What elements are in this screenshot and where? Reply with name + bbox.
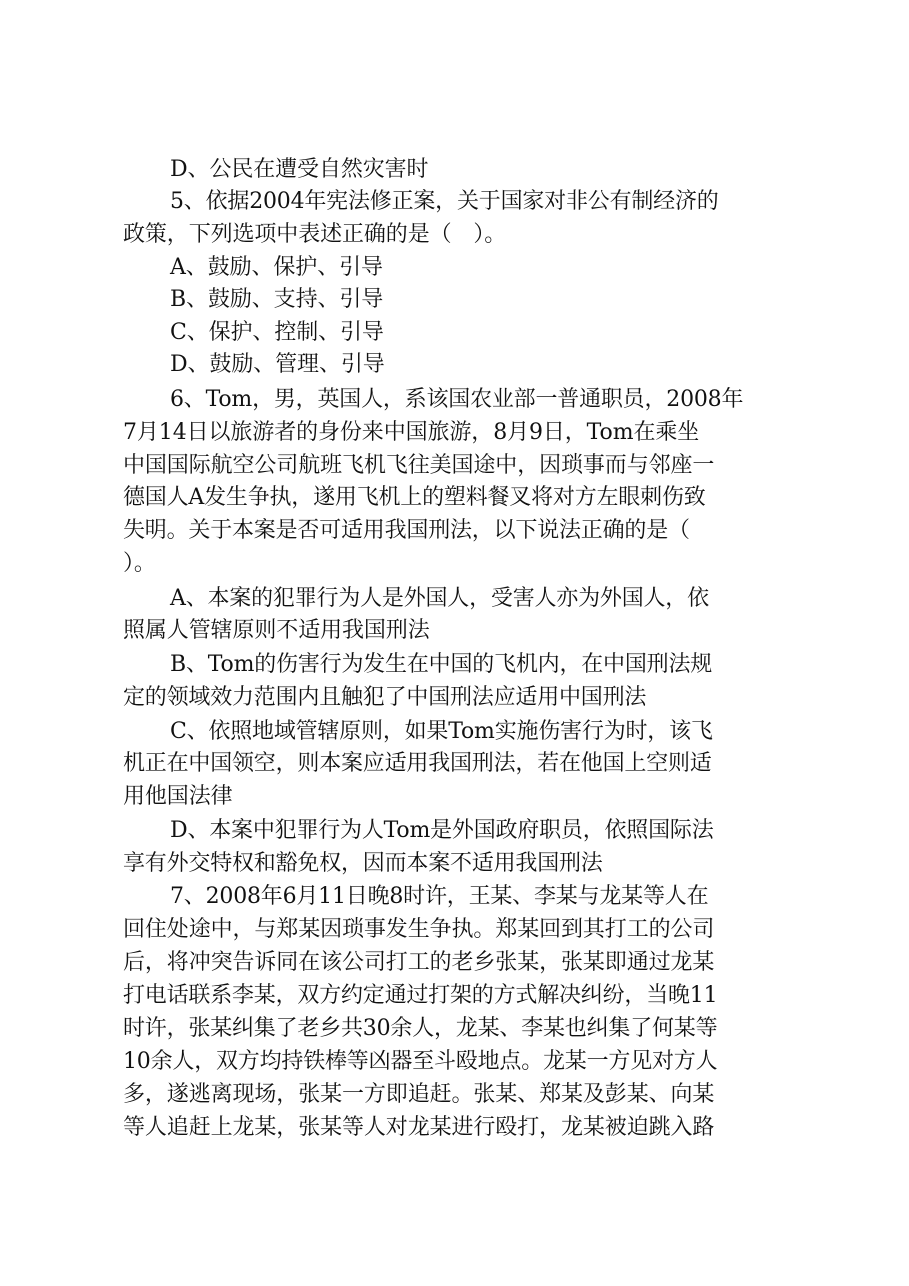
text-line: 回住处途中，与郑某因琐事发生争执。郑某回到其打工的公司 (123, 917, 715, 942)
text-line: D、公民在遭受自然灾害时 (170, 157, 429, 182)
text-line: 失明。关于本案是否可适用我国刑法，以下说法正确的是（ (123, 518, 690, 543)
text-line: B、鼓励、支持、引导 (170, 287, 384, 312)
text-line: 享有外交特权和豁免权，因而本案不适用我国刑法 (123, 851, 603, 876)
text-line: 6、Tom，男，英国人，系该国农业部一普通职员，2008年 (170, 387, 744, 412)
text-line: C、保护、控制、引导 (170, 320, 384, 345)
text-line: 定的领域效力范围内且触犯了中国刑法应适用中国刑法 (123, 685, 647, 710)
text-line: 打电话联系李某，双方约定通过打架的方式解决纠纷，当晚11 (123, 983, 718, 1008)
text-line: D、鼓励、管理、引导 (170, 352, 385, 377)
text-line: 用他国法律 (123, 784, 233, 809)
text-line: 照属人管辖原则不适用我国刑法 (123, 618, 430, 643)
text-line: 等人追赶上龙某，张某等人对龙某进行殴打，龙某被迫跳入路 (123, 1115, 715, 1140)
text-line: 后，将冲突告诉同在该公司打工的老乡张某，张某即通过龙某 (123, 950, 715, 975)
text-line: 时许，张某纠集了老乡共30余人，龙某、李某也纠集了何某等 (123, 1016, 718, 1041)
text-line: 机正在中国领空，则本案应适用我国刑法，若在他国上空则适 (123, 751, 712, 776)
text-line: 7月14日以旅游者的身份来中国旅游，8月9日，Tom在乘坐 (123, 420, 700, 445)
text-line: 10余人，双方均持铁棒等凶器至斗殴地点。龙某一方见对方人 (123, 1049, 718, 1074)
text-line: C、依照地域管辖原则，如果Tom实施伤害行为时，该飞 (170, 719, 713, 744)
text-line: 中国国际航空公司航班飞机飞往美国途中，因琐事而与邻座一 (123, 453, 715, 478)
text-line: 7、2008年6月11日晚8时许，王某、李某与龙某等人在 (170, 884, 709, 909)
text-line: B、Tom的伤害行为发生在中国的飞机内，在中国刑法规 (170, 652, 713, 677)
text-line: A、本案的犯罪行为人是外国人，受害人亦为外国人，依 (170, 586, 709, 611)
text-line: 多，遂逃离现场，张某一方即追赶。张某、郑某及彭某、向某 (123, 1082, 715, 1107)
text-line: 德国人A发生争执，遂用飞机上的塑料餐叉将对方左眼刺伤致 (123, 485, 706, 510)
text-line: ）。 (123, 551, 156, 576)
text-line: D、本案中犯罪行为人Tom是外国政府职员，依照国际法 (170, 818, 714, 843)
text-line: 5、依据2004年宪法修正案，关于国家对非公有制经济的 (170, 189, 719, 214)
text-line: 政策，下列选项中表述正确的是（ ）。 (123, 222, 507, 247)
text-line: A、鼓励、保护、引导 (170, 255, 383, 280)
